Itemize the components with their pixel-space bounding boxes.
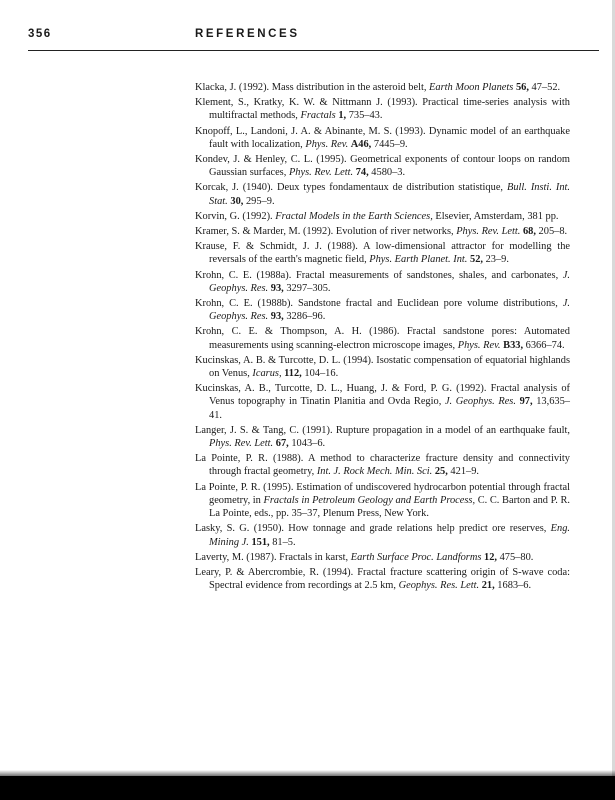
reference-text: 104–16.: [301, 368, 339, 380]
reference-journal: Fractal Models in the Earth Sciences,: [275, 210, 433, 222]
page-number: 356: [28, 28, 52, 40]
reference-entry: [195, 125, 570, 151]
reference-entry: [195, 551, 570, 564]
reference-text: Elsevier, Amsterdam, 381 pp.: [432, 210, 559, 222]
reference-text: 81–5.: [269, 536, 296, 548]
reference-entry: [195, 96, 570, 122]
reference-journal: Fractals in Petroleum Geology and Earth Process,: [263, 494, 476, 506]
reference-volume: 56,: [515, 82, 529, 93]
reference-entry: [195, 153, 570, 179]
reference-text: Knopoff, L., Landoni, J. A. & Abinante, M. S. (1993). Dynamic model of an earthquake fault with localization,: [195, 125, 570, 150]
reference-volume: 151,: [251, 536, 270, 548]
reference-volume: 12,: [484, 551, 497, 563]
reference-text: Kucinskas, A. B. & Turcotte, D. L. (1994). Isostatic compensation of equatorial highlands on Venus,: [195, 354, 570, 380]
reference-volume: A46,: [350, 138, 372, 150]
section-title: REFERENCES: [195, 28, 300, 40]
reference-text: 23–9.: [483, 254, 509, 266]
reference-text: 1043–6.: [288, 438, 326, 450]
reference-journal: Phys. Rev.: [305, 138, 349, 150]
reference-text: Korvin, G. (1992).: [195, 210, 276, 222]
reference-journal: J. Geophys. Res.: [209, 298, 570, 323]
reference-journal: Phys. Rev. Lett.: [288, 167, 354, 179]
reference-text: 421–9.: [447, 466, 479, 478]
reference-volume: 67,: [275, 438, 289, 450]
reference-text: 1683–6.: [494, 580, 532, 592]
reference-volume: 21,: [481, 580, 495, 592]
reference-journal: Eng. Mining J.: [209, 523, 570, 548]
page-header: [28, 28, 594, 48]
reference-text: Klacka, J. (1992). Mass distribution in the asteroid belt,: [195, 82, 430, 93]
reference-journal: Int. J. Rock Mech. Min. Sci.: [316, 466, 433, 478]
reference-text: Krohn, C. E. & Thompson, A. H. (1986). Fractal sandstone pores: Automated measurements using scanning-electron microscope images,: [195, 326, 570, 351]
reference-text: Krohn, C. E. (1988b). Sandstone fractal and Euclidean pore volume distributions,: [195, 298, 563, 310]
reference-text: 295–9.: [243, 195, 275, 207]
reference-text: 205–8.: [535, 226, 568, 238]
reference-text: 3286–96.: [283, 311, 326, 323]
reference-text: 475–80.: [497, 551, 534, 563]
reference-text: 13,635–41.: [209, 396, 570, 421]
reference-entry: [195, 566, 570, 592]
reference-text: Laverty, M. (1987). Fractals in karst,: [195, 551, 351, 563]
reference-text: 735–43.: [346, 110, 383, 122]
reference-volume: 68,: [522, 226, 536, 238]
reference-entry: [195, 269, 570, 295]
reference-journal: Phys. Earth Planet. Int.: [369, 254, 468, 266]
scan-bottom-band: [0, 776, 615, 800]
reference-entry: [195, 297, 570, 323]
reference-journal: Phys. Rev. Lett.: [456, 226, 521, 238]
reference-entry: [195, 81, 570, 94]
reference-volume: B33,: [503, 339, 524, 351]
reference-journal: Icarus,: [252, 368, 282, 380]
reference-entry: [195, 181, 570, 207]
reference-journal: J. Geophys. Res.: [209, 269, 570, 294]
reference-volume: 30,: [230, 195, 244, 207]
reference-entry: [195, 210, 570, 223]
reference-text: Langer, J. S. & Tang, C. (1991). Rupture propagation in a model of an earthquake fault,: [195, 424, 570, 436]
reference-journal: Earth Moon Planets: [429, 82, 514, 93]
reference-entry: [195, 522, 570, 548]
reference-volume: 112,: [284, 368, 302, 380]
reference-journal: Bull. Insti. Int. Stat.: [209, 182, 571, 207]
reference-journal: J. Geophys. Res.: [444, 396, 516, 408]
reference-journal: Geophys. Res. Lett.: [398, 580, 480, 592]
reference-text: 47–52.: [528, 82, 561, 93]
reference-entry: [195, 240, 570, 266]
reference-text: 3297–305.: [283, 282, 331, 294]
reference-text: Leary, P. & Abercrombie, R. (1994). Fractal fracture scattering origin of S-wave coda: Spectral evidence from recordings at 2.5 km,: [195, 566, 570, 592]
reference-text: C. C. Barton and P. R. La Pointe, eds., pp. 35–37, Plenum Press, New York.: [209, 494, 570, 520]
reference-list: [195, 81, 570, 594]
reference-text: La Pointe, P. R. (1988). A method to characterize fracture density and connectivity through fractal geometry,: [195, 453, 570, 478]
reference-text: 4580–3.: [368, 167, 406, 179]
reference-volume: 74,: [355, 167, 369, 179]
reference-text: 7445–9.: [371, 138, 408, 150]
reference-text: Krohn, C. E. (1988a). Fractal measurements of sandstones, shales, and carbonates,: [195, 269, 563, 281]
reference-text: Kramer, S. & Marder, M. (1992). Evolution of river networks,: [195, 226, 457, 238]
reference-volume: 93,: [270, 282, 284, 294]
reference-journal: Phys. Rev. Lett.: [209, 438, 274, 450]
reference-volume: 1,: [338, 110, 347, 122]
reference-text: La Pointe, P. R. (1995). Estimation of undiscovered hydrocarbon potential through fractal geometry, in: [195, 481, 570, 506]
reference-text: 6366–74.: [523, 339, 565, 351]
reference-text: Kondev, J. & Henley, C. L. (1995). Geometrical exponents of contour loops on random Gaussian surfaces,: [195, 154, 570, 179]
reference-volume: 52,: [470, 254, 483, 266]
reference-entry: [195, 424, 570, 450]
reference-volume: 25,: [434, 466, 448, 478]
reference-volume: 97,: [519, 396, 533, 408]
reference-journal: Phys. Rev.: [457, 339, 501, 351]
reference-text: Klement, S., Kratky, K. W. & Nittmann J. (1993). Practical time-series analysis with multifractal methods,: [195, 97, 570, 122]
reference-volume: 93,: [270, 311, 284, 323]
reference-journal: Earth Surface Proc. Landforms: [350, 551, 482, 563]
reference-entry: [195, 225, 570, 238]
reference-text: Kucinskas, A. B., Turcotte, D. L., Huang, J. & Ford, P. G. (1992). Fractal analysis of Venus topography in Tinatin Planitia and Ovda Regio,: [195, 383, 570, 408]
header-rule: [28, 50, 599, 51]
reference-entry: [195, 354, 570, 380]
reference-entry: [195, 452, 570, 478]
reference-text: Krause, F. & Schmidt, J. J. (1988). A low-dimensional attractor for modelling the reversals of the earth's magnetic field,: [195, 241, 570, 266]
reference-entry: [195, 481, 570, 521]
reference-entry: [195, 325, 570, 351]
reference-journal: Fractals: [300, 110, 336, 122]
reference-text: Lasky, S. G. (1950). How tonnage and grade relations help predict ore reserves,: [195, 523, 551, 535]
reference-entry: [195, 382, 570, 422]
reference-text: Korcak, J. (1940). Deux types fondamentaux de distribution statistique,: [195, 182, 507, 194]
